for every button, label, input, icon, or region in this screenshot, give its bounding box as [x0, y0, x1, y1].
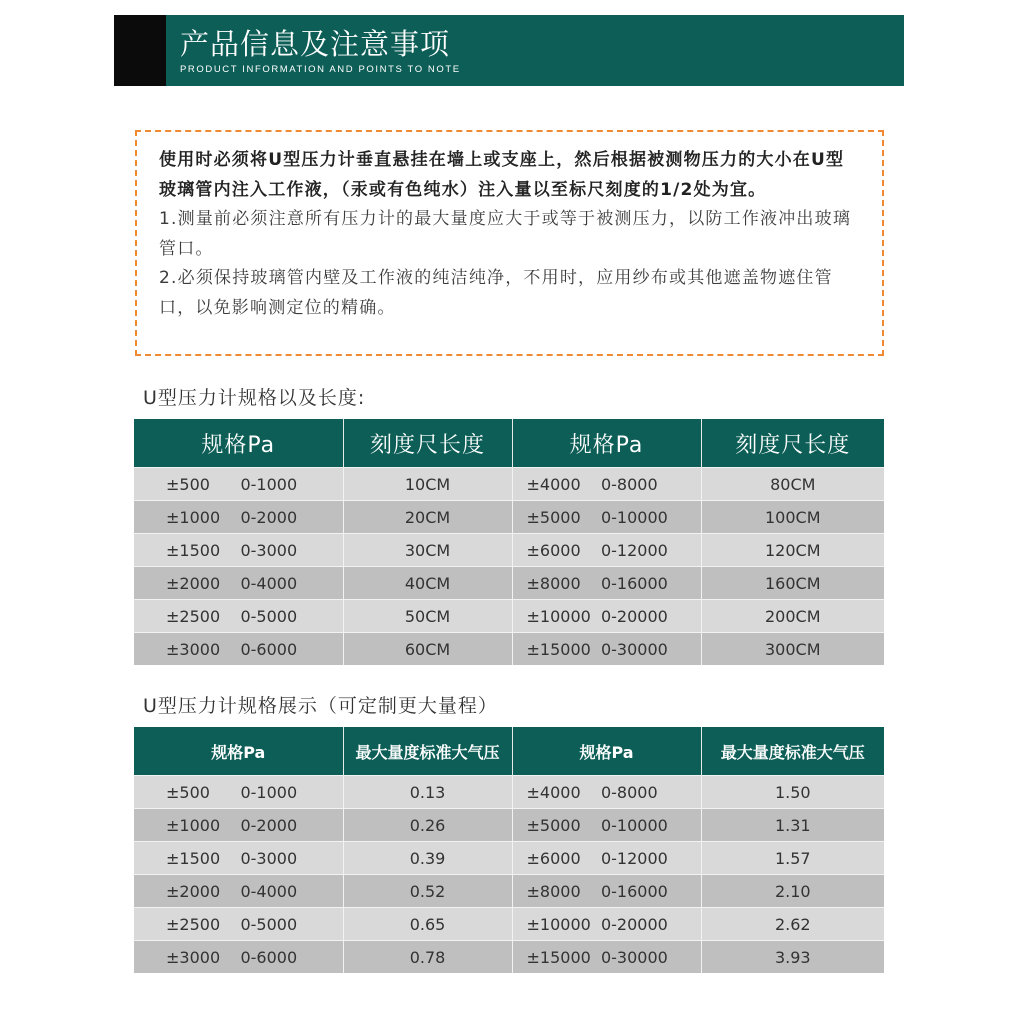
value-cell: 10CM — [343, 468, 512, 501]
value-cell: 3.93 — [701, 941, 884, 974]
spec-range-cell: ±2500 0-5000 — [134, 908, 343, 941]
value-cell: 20CM — [343, 501, 512, 534]
spec-range-cell: ±8000 0-16000 — [512, 875, 701, 908]
spec-range-cell: ±1500 0-3000 — [134, 842, 343, 875]
spec-range-cell: ±3000 0-6000 — [134, 633, 343, 666]
header-max-pressure: 最大量度标准大气压 — [343, 727, 512, 776]
notice-item-2: 2.必须保持玻璃管内壁及工作液的纯洁纯净，不用时，应用纱布或其他遮盖物遮住管口，以免影响测定位的精确。 — [159, 268, 833, 318]
value-cell: 0.52 — [343, 875, 512, 908]
length-spec-table — [134, 419, 884, 665]
table-row — [134, 941, 884, 974]
notice-main-text: 使用时必须将U型压力计垂直悬挂在墙上或支座上，然后根据被测物压力的大小在U型玻璃管内注入工作液，（汞或有色纯水）注入量以至标尺刻度的1/2处为宜。 — [159, 150, 845, 200]
banner-text — [166, 15, 461, 86]
spec-range-cell: ±15000 0-30000 — [512, 941, 701, 974]
value-cell: 2.10 — [701, 875, 884, 908]
spec-range-cell: ±5000 0-10000 — [512, 809, 701, 842]
table-row — [134, 567, 884, 600]
header-spec: 规格Pa — [134, 419, 343, 468]
value-cell: 120CM — [701, 534, 884, 567]
value-cell: 200CM — [701, 600, 884, 633]
value-cell: 1.57 — [701, 842, 884, 875]
table-row — [134, 842, 884, 875]
table-row — [134, 468, 884, 501]
spec-range-cell: ±2000 0-4000 — [134, 567, 343, 600]
table-row — [134, 501, 884, 534]
header-max-pressure: 最大量度标准大气压 — [701, 727, 884, 776]
spec-range-cell: ±2000 0-4000 — [134, 875, 343, 908]
notice-box — [135, 130, 884, 356]
spec-range-cell: ±10000 0-20000 — [512, 600, 701, 633]
spec-range-cell: ±1000 0-2000 — [134, 809, 343, 842]
section-title-length: U型压力计规格以及长度: — [143, 387, 366, 409]
spec-range-cell: ±1000 0-2000 — [134, 501, 343, 534]
header-spec: 规格Pa — [512, 419, 701, 468]
table-row — [134, 809, 884, 842]
notice-item-1: 1.测量前必须注意所有压力计的最大量度应大于或等于被测压力，以防工作液冲出玻璃管口。 — [159, 209, 852, 259]
spec-range-cell: ±6000 0-12000 — [512, 534, 701, 567]
banner-accent-block — [114, 15, 166, 86]
table-row — [134, 908, 884, 941]
spec-range-cell: ±8000 0-16000 — [512, 567, 701, 600]
spec-range-cell: ±6000 0-12000 — [512, 842, 701, 875]
table-header-row — [134, 727, 884, 776]
banner-subtitle: PRODUCT INFORMATION AND POINTS TO NOTE — [180, 64, 461, 75]
spec-range-cell: ±2500 0-5000 — [134, 600, 343, 633]
spec-range-cell: ±1500 0-3000 — [134, 534, 343, 567]
value-cell: 300CM — [701, 633, 884, 666]
spec-range-cell: ±10000 0-20000 — [512, 908, 701, 941]
header-spec: 规格Pa — [512, 727, 701, 776]
spec-range-cell: ±4000 0-8000 — [512, 776, 701, 809]
value-cell: 0.39 — [343, 842, 512, 875]
value-cell: 0.13 — [343, 776, 512, 809]
header-banner — [114, 15, 904, 86]
banner-title: 产品信息及注意事项 — [180, 27, 451, 61]
table-row — [134, 633, 884, 666]
table-row — [134, 875, 884, 908]
table-row — [134, 534, 884, 567]
table-header-row — [134, 419, 884, 468]
spec-range-cell: ±5000 0-10000 — [512, 501, 701, 534]
header-length: 刻度尺长度 — [701, 419, 884, 468]
value-cell: 0.65 — [343, 908, 512, 941]
table-row — [134, 776, 884, 809]
value-cell: 60CM — [343, 633, 512, 666]
header-length: 刻度尺长度 — [343, 419, 512, 468]
value-cell: 0.78 — [343, 941, 512, 974]
header-spec: 规格Pa — [134, 727, 343, 776]
spec-range-cell: ±15000 0-30000 — [512, 633, 701, 666]
pressure-spec-table — [134, 727, 884, 973]
value-cell: 50CM — [343, 600, 512, 633]
value-cell: 1.50 — [701, 776, 884, 809]
value-cell: 40CM — [343, 567, 512, 600]
value-cell: 2.62 — [701, 908, 884, 941]
spec-range-cell: ±500 0-1000 — [134, 776, 343, 809]
spec-range-cell: ±3000 0-6000 — [134, 941, 343, 974]
spec-range-cell: ±4000 0-8000 — [512, 468, 701, 501]
value-cell: 1.31 — [701, 809, 884, 842]
value-cell: 100CM — [701, 501, 884, 534]
value-cell: 0.26 — [343, 809, 512, 842]
value-cell: 80CM — [701, 468, 884, 501]
spec-range-cell: ±500 0-1000 — [134, 468, 343, 501]
value-cell: 160CM — [701, 567, 884, 600]
table-row — [134, 600, 884, 633]
value-cell: 30CM — [343, 534, 512, 567]
section-title-pressure: U型压力计规格展示（可定制更大量程） — [143, 695, 498, 717]
